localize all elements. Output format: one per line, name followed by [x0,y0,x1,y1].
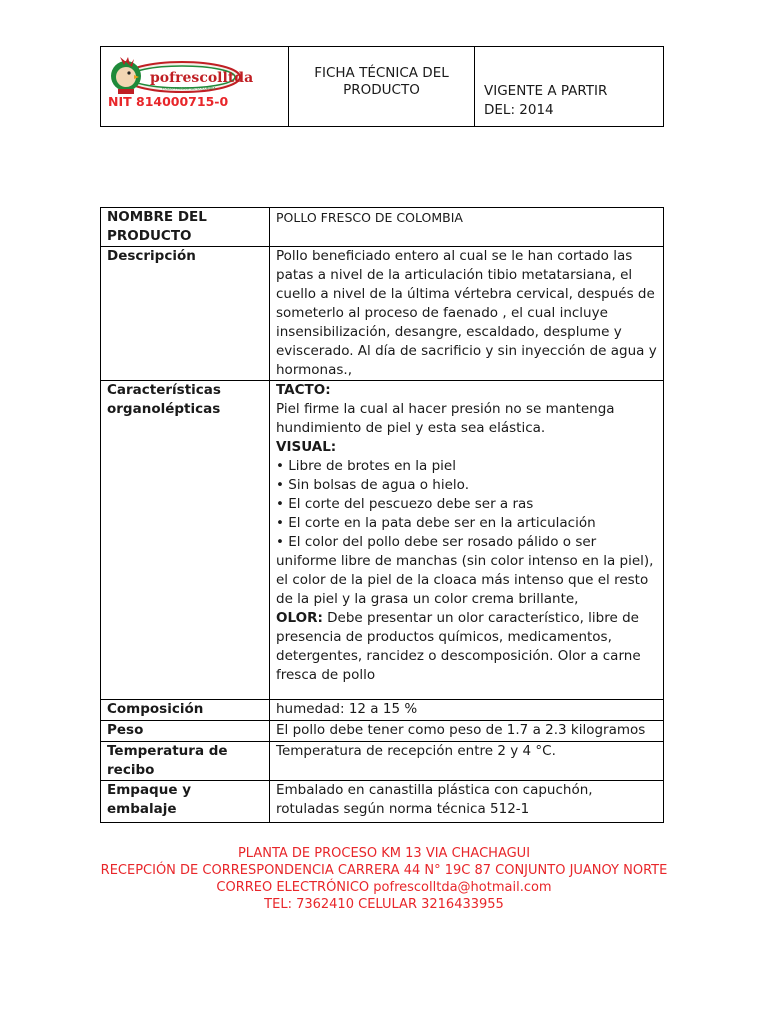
document-title-cell [289,47,475,127]
nit-number: NIT 814000715-0 [108,94,229,109]
list-item: • Sin bolsas de agua o hielo. [276,477,469,493]
visual-label: VISUAL: [276,439,337,455]
document-title-line1: FICHA TÉCNICA DEL [314,65,449,81]
spec-table [100,207,664,823]
list-item: • El color del pollo debe ser rosado pálido o ser uniforme libre de manchas (sin color intenso en la piel), el color de la piel de la cloaca más intenso que el resto de la piel y la grasa un color crema brillante, [276,534,654,607]
validity-line1: VIGENTE A PARTIR [484,83,608,99]
packaging-value: Embalado en canastilla plástica con capuchón, rotuladas según norma técnica 512-1 [270,781,664,823]
description-value: Pollo beneficiado entero al cual se le han cortado las patas a nivel de la articulación tibio metatarsiana, el cuello a nivel de la última vértebra cervical, después de someterlo al proceso de faenado , el cual incluye insensibilización, desangre, escaldado, desplume y eviscerado. Al día de sacrificio y sin inyección de agua y hormonas., [270,247,664,381]
olor-paragraph [276,609,659,685]
organoleptic-label-line2: organolépticas [107,401,221,417]
header-table [100,46,664,127]
organoleptic-value [270,381,664,700]
organoleptic-label [101,381,270,700]
olor-text: Debe presentar un olor característico, libre de presencia de productos químicos, medicamentos, detergentes, rancidez o descomposición. Olor a carne fresca de pollo [276,610,641,683]
logo-wordmark: pofrescolltda [150,70,254,86]
description-label: Descripción [101,247,270,381]
tacto-text: Piel firme la cual al hacer presión no se mantenga hundimiento de piel y esta sea elástica. [276,401,615,436]
weight-value: El pollo debe tener como peso de 1.7 a 2.3 kilogramos [270,721,664,742]
footer-mail-address: RECEPCIÓN DE CORRESPONDENCIA CARRERA 44 N° 19C 87 CONJUNTO JUANOY NORTE [100,863,668,878]
product-name-value: POLLO FRESCO DE COLOMBIA [270,208,664,247]
temperature-value: Temperatura de recepción entre 2 y 4 °C. [270,742,664,781]
list-item: • El corte en la pata debe ser en la articulación [276,515,596,531]
list-item: • El corte del pescuezo debe ser a ras [276,496,534,512]
table-row [101,208,664,247]
footer-contact [100,845,668,913]
packaging-label: Empaque y embalaje [101,781,270,823]
organoleptic-label-line1: Características [107,382,221,398]
logo-cell [101,47,289,127]
list-item: • Libre de brotes en la piel [276,458,456,474]
chicken-icon [111,57,141,94]
weight-label: Peso [101,721,270,742]
table-row [101,742,664,781]
footer-email: CORREO ELECTRÓNICO pofrescolltda@hotmail.com [216,880,552,895]
table-row [101,781,664,823]
footer-plant-address: PLANTA DE PROCESO KM 13 VIA CHACHAGUI [237,846,531,861]
table-row [101,381,664,700]
product-name-label: NOMBRE DEL PRODUCTO [101,208,270,247]
composition-label: Composición [101,700,270,721]
validity-cell [475,47,664,127]
temperature-label: Temperatura de recibo [101,742,270,781]
logo-tagline: POLLO FRESCO DE COLOMBIA [162,86,216,91]
visual-list [276,457,659,609]
olor-label: OLOR: [276,610,323,626]
table-row [101,721,664,742]
validity-line2: DEL: 2014 [484,102,554,118]
composition-value: humedad: 12 a 15 % [270,700,664,721]
footer-phone: TEL: 7362410 CELULAR 3216433955 [264,897,504,912]
tacto-label: TACTO: [276,382,331,398]
table-row [101,247,664,381]
document-title-line2: PRODUCTO [343,82,420,98]
company-logo [106,51,254,99]
table-row [101,700,664,721]
